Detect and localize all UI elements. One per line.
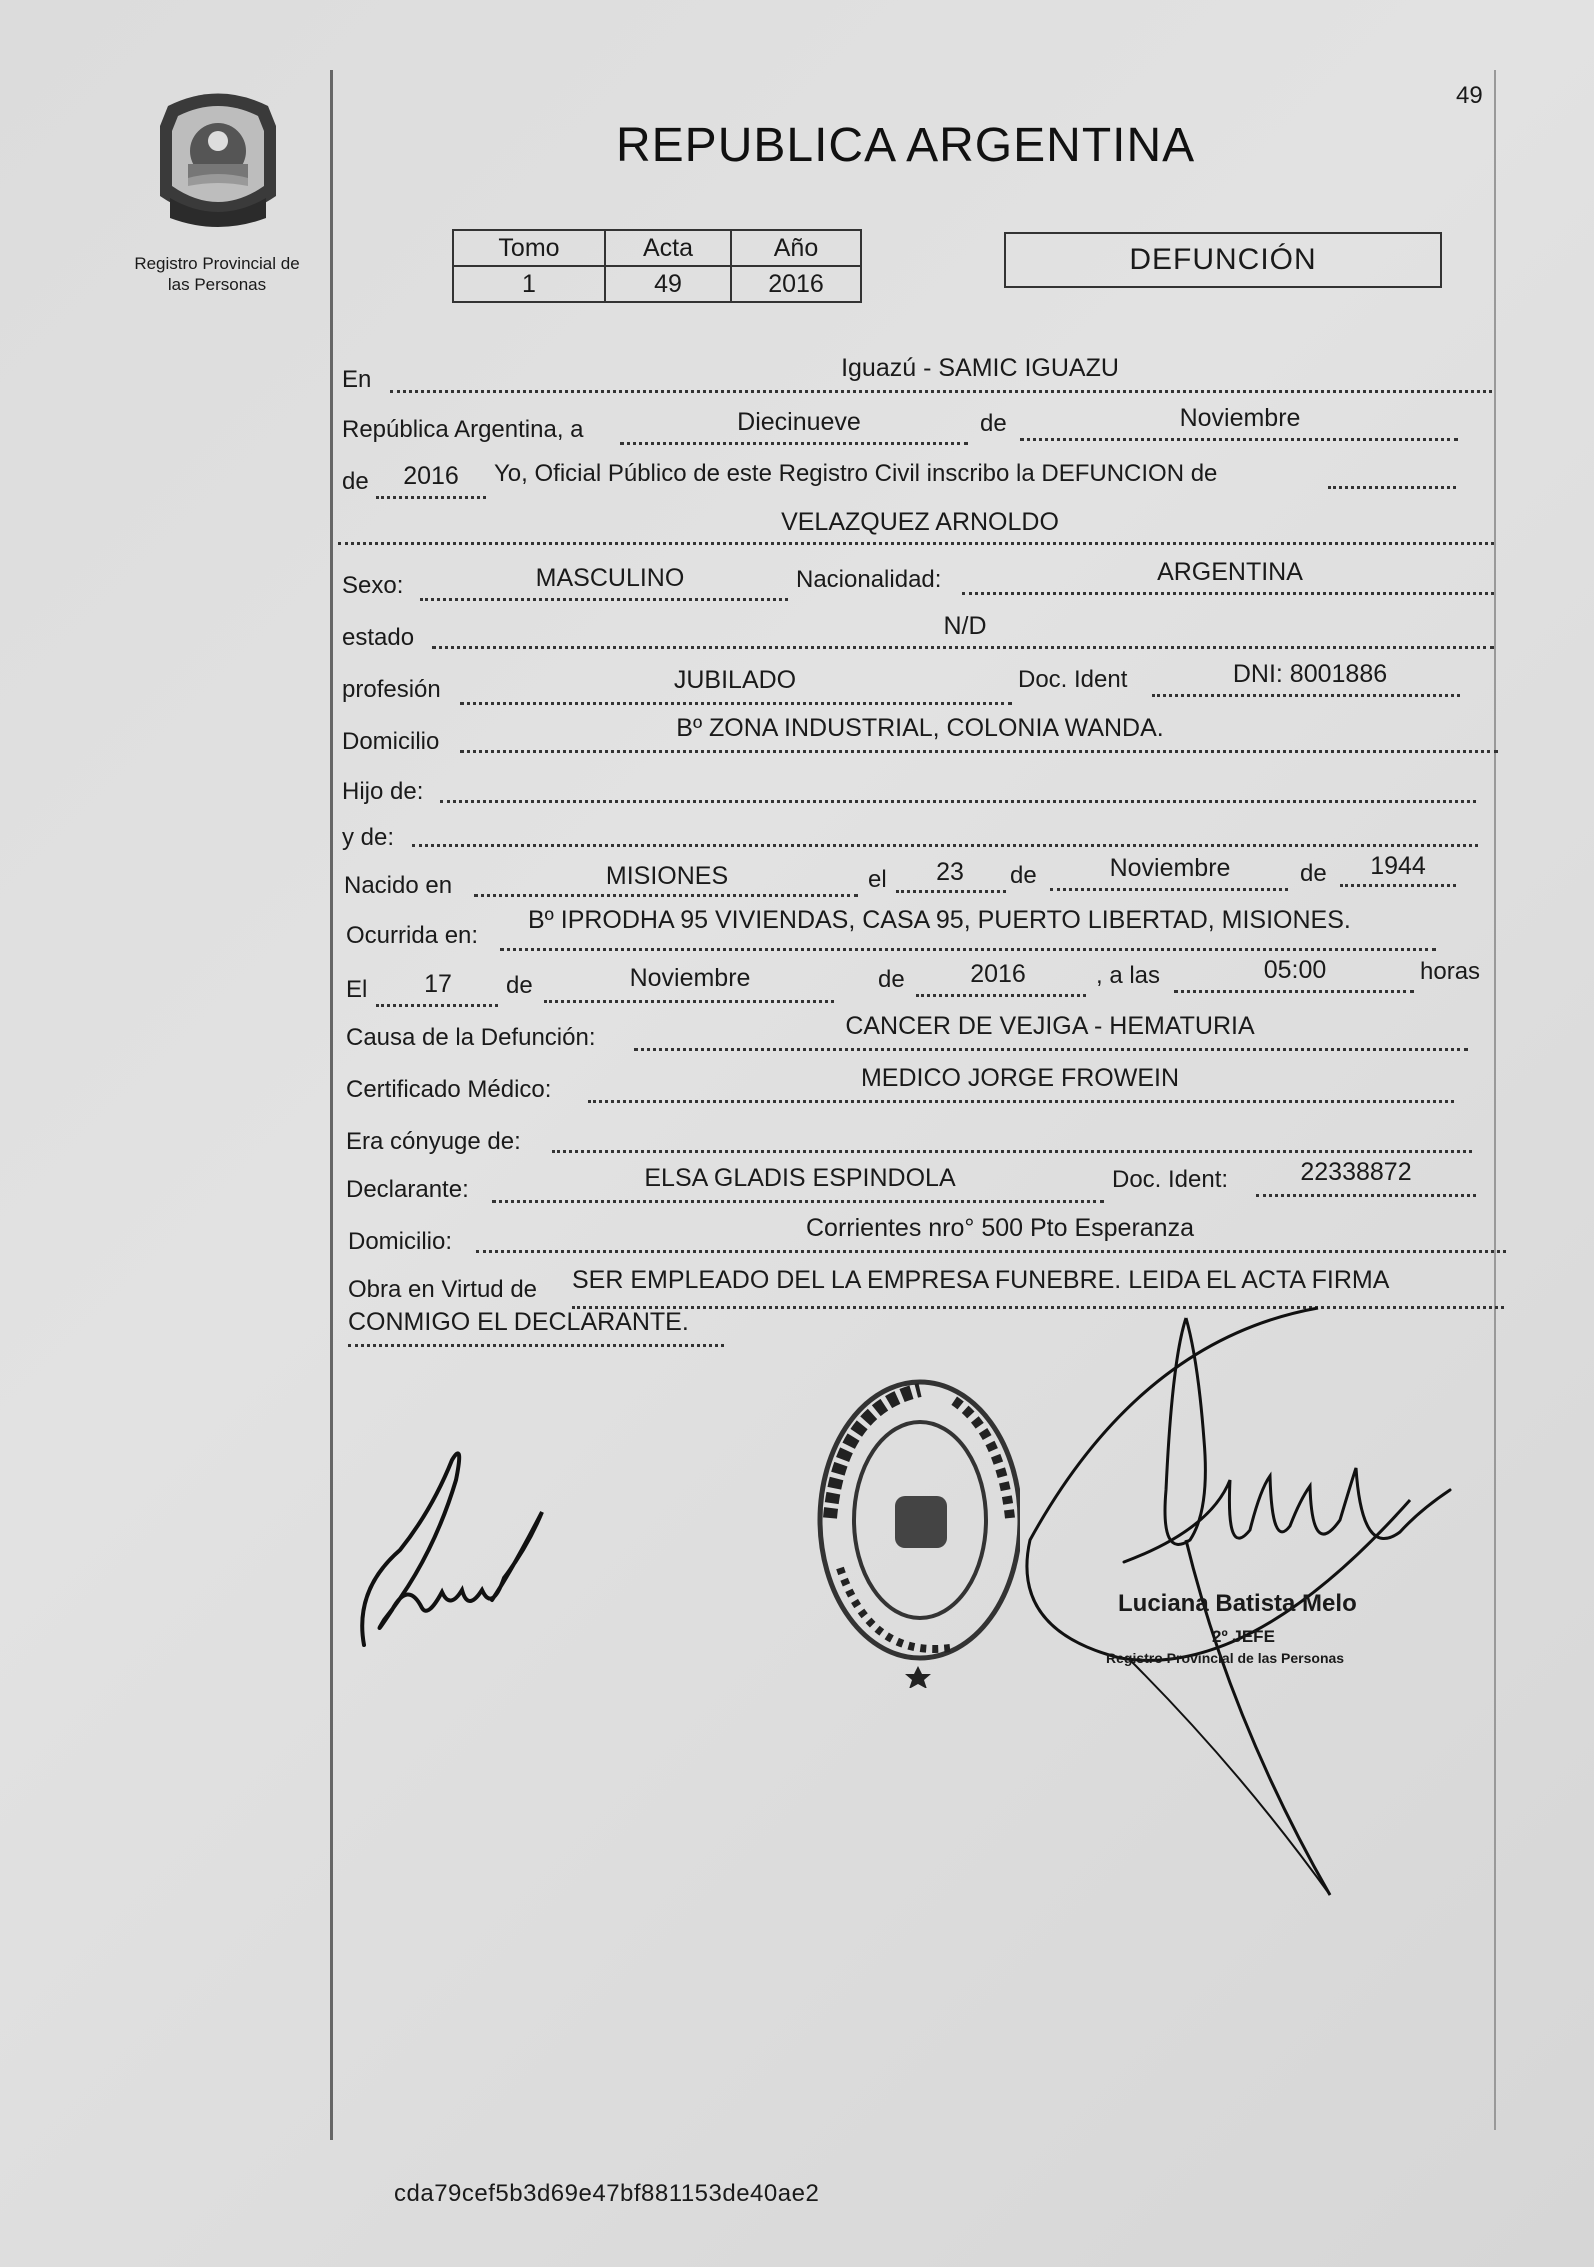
death-month-value: Noviembre [629,964,751,992]
declarant-address-value: Corrientes nro° 500 Pto Esperanza [806,1214,1194,1242]
ocurrida-en-label: Ocurrida en: [346,922,479,949]
conyuge-dotline [552,1150,1472,1153]
declarant-doc-value: 22338872 [1300,1158,1412,1186]
registration-month-value: Noviembre [1179,404,1301,432]
registration-day-value: Diecinueve [737,408,861,436]
registry-label-line1: Registro Provincial de [134,254,300,273]
declarant-signature [352,1440,632,1660]
birth-month-dotline [1050,888,1288,891]
tomo-value: 1 [453,266,605,302]
index-table-header-row [453,230,861,266]
a-las-label: , a las [1096,962,1161,989]
hijo-de-label: Hijo de: [342,778,424,805]
de-death-month-label: de [506,972,533,999]
en-label: En [342,366,372,393]
medical-certificate-value: MEDICO JORGE FROWEIN [860,1064,1180,1092]
declarante-dotline [492,1200,1104,1203]
ocurrida-dotline [500,948,1436,951]
death-day-value: 17 [424,970,452,998]
birthplace-value: MISIONES [605,862,729,890]
obra-line1-value: SER EMPLEADO DEL LA EMPRESA FUNEBRE. LEIDA EL ACTA FIRMA [572,1266,1390,1294]
death-place-value: Bº IPRODHA 95 VIVIENDAS, CASA 95, PUERTO LIBERTAD, MISIONES. [528,906,1351,934]
registry-label [112,253,322,295]
acta-header: Acta [605,230,731,266]
document-hash: cda79cef5b3d69e47bf881153de40ae2 [394,2180,820,2207]
birth-day-dotline [896,890,1006,893]
doc-ident-dotline [1152,694,1460,697]
domicilio-declarante-dotline [476,1250,1506,1253]
deceased-name-value: VELAZQUEZ ARNOLDO [781,508,1059,536]
doc-ident-label: Doc. Ident [1018,666,1128,693]
birthplace-dotline [474,894,858,897]
left-margin-line [330,70,333,2140]
province-seal-logo [148,86,288,234]
death-time-value: 05:00 [1263,956,1327,984]
obra-en-virtud-label: Obra en Virtud de [348,1276,538,1303]
right-margin-line [1494,70,1496,2130]
trailing-dotline [1328,486,1456,489]
country-title: REPUBLICA ARGENTINA [616,119,1196,172]
month-dotline [1020,438,1458,441]
en-dotline [390,390,1492,393]
doc-ident-declarante-label: Doc. Ident: [1112,1166,1229,1193]
page-number: 49 [1456,82,1483,109]
signer-role: 2º JEFE [1212,1627,1275,1646]
republica-label: República Argentina, a [342,416,584,443]
sex-value: MASCULINO [535,564,685,592]
profesion-label: profesión [342,676,441,703]
sexo-label: Sexo: [342,572,404,599]
document-type-box: DEFUNCIÓN [1004,232,1442,288]
doc-ident-value: DNI: 8001886 [1232,660,1388,688]
signer-name: Luciana Batista Melo [1118,1590,1357,1617]
certificado-label: Certificado Médico: [346,1076,552,1103]
profesion-dotline [460,702,1012,705]
domicilio-dotline [460,750,1498,753]
death-year-value: 2016 [970,960,1026,988]
registration-year-value: 2016 [403,462,459,490]
sexo-dotline [420,598,788,601]
nationality-value: ARGENTINA [1157,558,1303,586]
el-birth-label: el [868,866,887,893]
death-year-dotline [916,994,1086,997]
horas-label: horas [1420,958,1481,985]
death-time-dotline [1174,990,1414,993]
declarante-doc-dotline [1256,1194,1476,1197]
signer-office: Registro Provincial de las Personas [1106,1650,1345,1666]
declarant-value: ELSA GLADIS ESPINDOLA [644,1164,956,1192]
anio-header: Año [731,230,861,266]
de-year-label: de [342,468,369,495]
certificado-dotline [588,1100,1454,1103]
official-stamp [800,1368,1020,1688]
y-de-dotline [412,844,1478,847]
birth-month-value: Noviembre [1109,854,1231,882]
conyuge-label: Era cónyuge de: [346,1128,521,1155]
death-day-dotline [376,1004,498,1007]
de-birth-month-label: de [1010,862,1037,889]
nacionalidad-label: Nacionalidad: [796,566,942,593]
estado-dotline [432,646,1494,649]
cause-of-death-value: CANCER DE VEJIGA - HEMATURIA [845,1012,1255,1040]
obra-line2-value: CONMIGO EL DECLARANTE. [348,1308,689,1336]
birth-year-value: 1944 [1370,852,1426,880]
y-de-label: y de: [342,824,395,851]
profession-value: JUBILADO [673,666,797,694]
year-dotline [376,496,486,499]
birth-year-dotline [1340,884,1456,887]
name-dotline [338,542,1494,545]
day-dotline [620,442,968,445]
de-birth-year-label: de [1300,860,1327,887]
declarante-label: Declarante: [346,1176,469,1203]
index-table [452,229,862,303]
index-table-value-row [453,266,861,302]
registry-label-line2: las Personas [167,275,267,294]
domicilio-label: Domicilio [342,728,440,755]
birth-day-value: 23 [936,858,964,886]
death-month-dotline [544,1000,834,1003]
hijo-de-dotline [440,800,1476,803]
estado-label: estado [342,624,415,651]
causa-label: Causa de la Defunción: [346,1024,596,1051]
obra-dotline-2 [348,1344,724,1347]
anio-value: 2016 [731,266,861,302]
el-death-label: El [346,976,368,1003]
de-death-year-label: de [878,966,905,993]
civil-status-value: N/D [943,612,987,640]
acta-value: 49 [605,266,731,302]
domicilio-declarante-label: Domicilio: [348,1228,453,1255]
nacido-en-label: Nacido en [344,872,453,899]
address-value: Bº ZONA INDUSTRIAL, COLONIA WANDA. [676,714,1164,742]
yo-oficial-label: Yo, Oficial Público de este Registro Civil inscribo la DEFUNCION de [494,460,1218,487]
de-month-label: de [980,410,1007,437]
tomo-header: Tomo [453,230,605,266]
place-value: Iguazú - SAMIC IGUAZU [841,354,1119,382]
causa-dotline [634,1048,1468,1051]
nacionalidad-dotline [962,592,1494,595]
